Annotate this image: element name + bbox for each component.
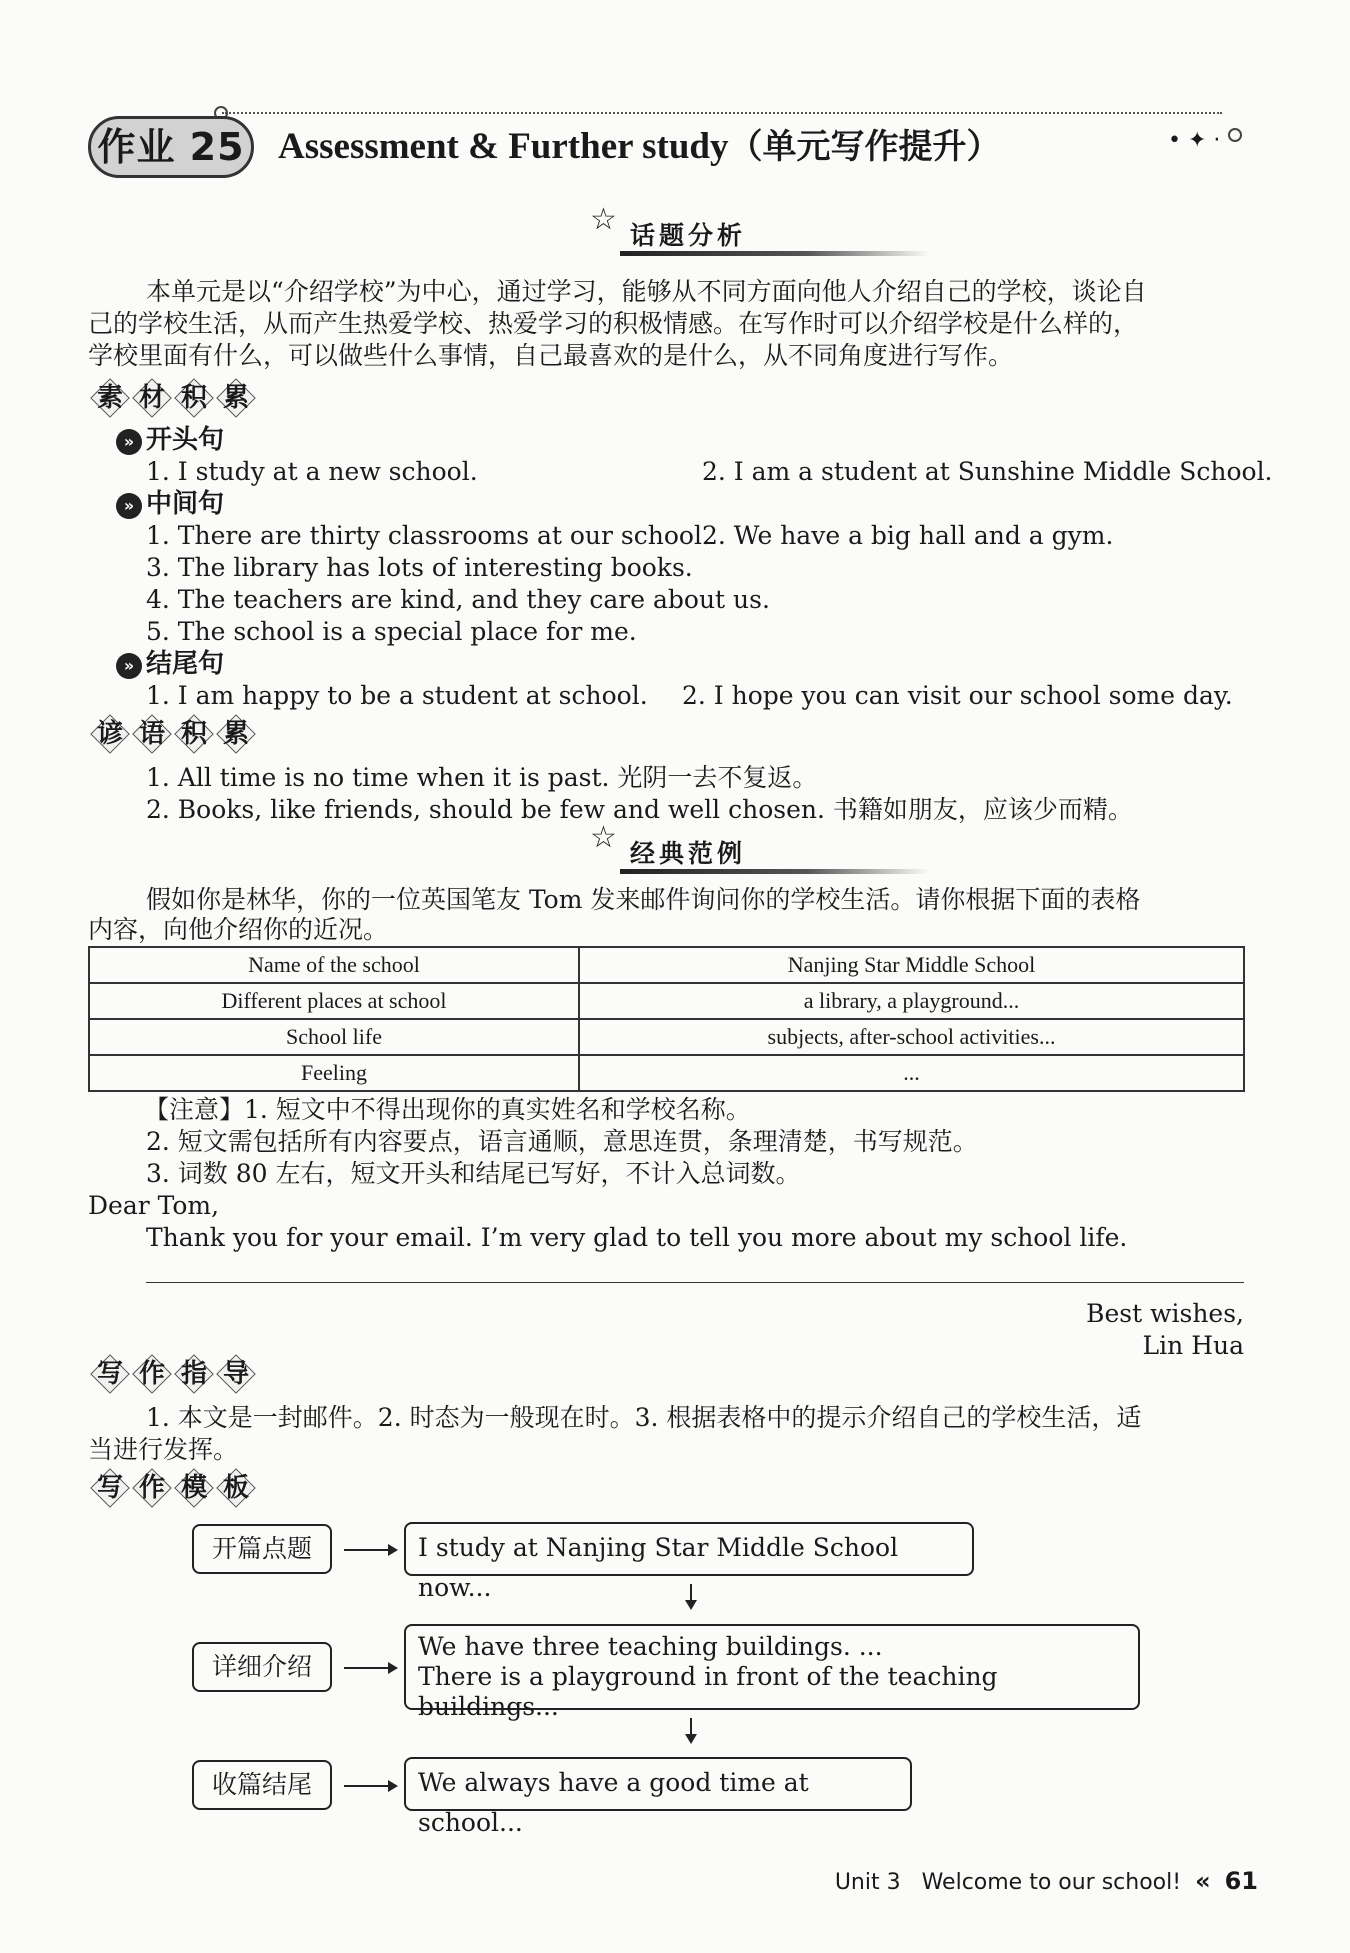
- sparkle-icon: • ✦ ·: [1168, 128, 1221, 153]
- header-dotted-line: [222, 112, 1222, 114]
- info-table: [88, 946, 1245, 1092]
- proverbs-heading-char: 语: [132, 714, 172, 754]
- table-cell: School life: [89, 1019, 579, 1055]
- letter-signature: Lin Hua: [1142, 1331, 1244, 1360]
- table-row: [89, 983, 1244, 1019]
- proverbs-heading-char: 谚: [90, 714, 130, 754]
- page-number: 61: [1224, 1867, 1258, 1895]
- table-row: [89, 1055, 1244, 1091]
- arrow-right-icon: [344, 1667, 396, 1669]
- template-step-line: We always have a good time at school...: [418, 1768, 809, 1837]
- ending-sentence-2: 2. I hope you can visit our school some day.: [682, 681, 1233, 710]
- proverbs-heading-char: 积: [174, 714, 214, 754]
- double-chevron-icon: »: [116, 653, 142, 679]
- middle-subhead: [116, 488, 224, 520]
- table-cell: Different places at school: [89, 983, 579, 1019]
- double-chevron-icon: »: [116, 429, 142, 455]
- table-cell: Nanjing Star Middle School: [579, 947, 1244, 983]
- writing-line: [146, 1282, 1244, 1283]
- double-chevron-icon: »: [116, 493, 142, 519]
- guide-line-1: 1. 本文是一封邮件。2. 时态为一般现在时。3. 根据表格中的提示介绍自己的学校生活，适: [146, 1403, 1142, 1432]
- material-heading-char: 积: [174, 378, 214, 418]
- opening-subhead: [116, 424, 224, 456]
- page-title-cn: （单元写作提升）: [728, 127, 1001, 167]
- example-banner: [590, 820, 920, 870]
- table-cell: subjects, after-school activities...: [579, 1019, 1244, 1055]
- middle-sentence-2: 2. We have a big hall and a gym.: [702, 521, 1114, 550]
- ending-label: 结尾句: [146, 649, 225, 679]
- star-icon: ☆: [590, 820, 621, 855]
- template-step-line: We have three teaching buildings. ...: [418, 1632, 883, 1661]
- middle-sentence-4: 4. The teachers are kind, and they care about us.: [146, 585, 770, 614]
- table-row: [89, 947, 1244, 983]
- middle-sentence-3: 3. The library has lots of interesting books.: [146, 553, 693, 582]
- template-heading: [90, 1468, 256, 1512]
- arrow-right-icon: [344, 1549, 396, 1551]
- middle-sentence-5: 5. The school is a special place for me.: [146, 617, 637, 646]
- topic-banner: [590, 202, 920, 252]
- proverb-2: 2. Books, like friends, should be few and well chosen. 书籍如朋友，应该少而精。: [146, 795, 1133, 824]
- example-heading: 经典范例: [630, 839, 747, 868]
- guide-heading-char: 指: [174, 1354, 214, 1394]
- star-icon: ☆: [590, 202, 621, 237]
- material-heading-char: 素: [90, 378, 130, 418]
- ending-subhead: [116, 648, 224, 680]
- opening-label: 开头句: [146, 425, 225, 455]
- banner-underline: [620, 869, 930, 874]
- template-step-text: [404, 1522, 974, 1602]
- proverb-1: 1. All time is no time when it is past. 光阴一去不复返。: [146, 763, 818, 792]
- template-heading-char: 写: [90, 1468, 130, 1508]
- opening-sentence-1: 1. I study at a new school.: [146, 457, 478, 486]
- guide-heading-char: 写: [90, 1354, 130, 1394]
- homework-badge: 作业 25: [88, 116, 254, 178]
- note-line-2: 2. 短文需包括所有内容要点，语言通顺，意思连贯，条理清楚，书写规范。: [146, 1127, 978, 1156]
- table-cell: Name of the school: [89, 947, 579, 983]
- letter-closing: Best wishes,: [1086, 1299, 1244, 1328]
- note-line-3: 3. 词数 80 左右，短文开头和结尾已写好，不计入总词数。: [146, 1159, 801, 1188]
- middle-label: 中间句: [146, 489, 225, 519]
- template-step-label: 详细介绍: [192, 1642, 332, 1692]
- footer-title: Welcome to our school!: [921, 1870, 1182, 1895]
- material-heading-char: 累: [216, 378, 256, 418]
- table-cell: Feeling: [89, 1055, 579, 1091]
- guide-heading-char: 导: [216, 1354, 256, 1394]
- proverbs-heading-char: 累: [216, 714, 256, 754]
- opening-sentence-2: 2. I am a student at Sunshine Middle School.: [702, 457, 1273, 486]
- template-heading-char: 模: [174, 1468, 214, 1508]
- middle-sentence-1: 1. There are thirty classrooms at our school.: [146, 521, 710, 550]
- template-step-label: 开篇点题: [192, 1524, 332, 1574]
- footer-unit: Unit 3: [834, 1870, 901, 1895]
- topic-line-2: 己的学校生活，从而产生热爱学校、热爱学习的积极情感。在写作时可以介绍学校是什么样的，: [88, 309, 1139, 338]
- page-title-en: Assessment & Further study: [278, 126, 729, 167]
- template-step-line: There is a playground in front of the teaching buildings...: [418, 1662, 998, 1721]
- table-cell: ...: [579, 1055, 1244, 1091]
- note-line-1: 【注意】1. 短文中不得出现你的真实姓名和学校名称。: [144, 1095, 751, 1124]
- material-heading: [90, 378, 256, 422]
- page-footer: [835, 1866, 1258, 1898]
- page-title: [278, 120, 1001, 174]
- example-line-2: 内容，向他介绍你的近况。: [88, 915, 389, 944]
- template-heading-char: 板: [216, 1468, 256, 1508]
- template-step-label: 收篇结尾: [192, 1760, 332, 1810]
- arrow-down-icon: [690, 1584, 692, 1608]
- guide-line-2: 当进行发挥。: [88, 1435, 239, 1464]
- letter-greeting: Dear Tom,: [88, 1191, 220, 1220]
- template-heading-char: 作: [132, 1468, 172, 1508]
- ending-sentence-1: 1. I am happy to be a student at school.: [146, 681, 648, 710]
- topic-line-3: 学校里面有什么，可以做些什么事情，自己最喜欢的是什么，从不同角度进行写作。: [88, 341, 1014, 370]
- topic-heading: 话题分析: [630, 221, 747, 250]
- example-line-1: 假如你是林华，你的一位英国笔友 Tom 发来邮件询问你的学校生活。请你根据下面的表格: [146, 885, 1141, 914]
- table-row: [89, 1019, 1244, 1055]
- material-heading-char: 材: [132, 378, 172, 418]
- template-step-text: [404, 1624, 1140, 1721]
- template-step-text: [404, 1757, 912, 1837]
- double-chevron-left-icon: «: [1195, 1867, 1211, 1895]
- guide-heading-char: 作: [132, 1354, 172, 1394]
- table-cell: a library, a playground...: [579, 983, 1244, 1019]
- letter-opening: Thank you for your email. I’m very glad to tell you more about my school life.: [146, 1223, 1128, 1252]
- arrow-right-icon: [344, 1785, 396, 1787]
- proverbs-heading: [90, 714, 256, 758]
- banner-underline: [620, 251, 930, 256]
- topic-line-1: 本单元是以“介绍学校”为中心，通过学习，能够从不同方面向他人介绍自己的学校，谈论自: [146, 277, 1147, 306]
- header-ring-right: [1228, 128, 1242, 142]
- arrow-down-icon: [690, 1718, 692, 1742]
- guide-heading: [90, 1354, 256, 1398]
- template-step-line: I study at Nanjing Star Middle School now...: [418, 1533, 899, 1602]
